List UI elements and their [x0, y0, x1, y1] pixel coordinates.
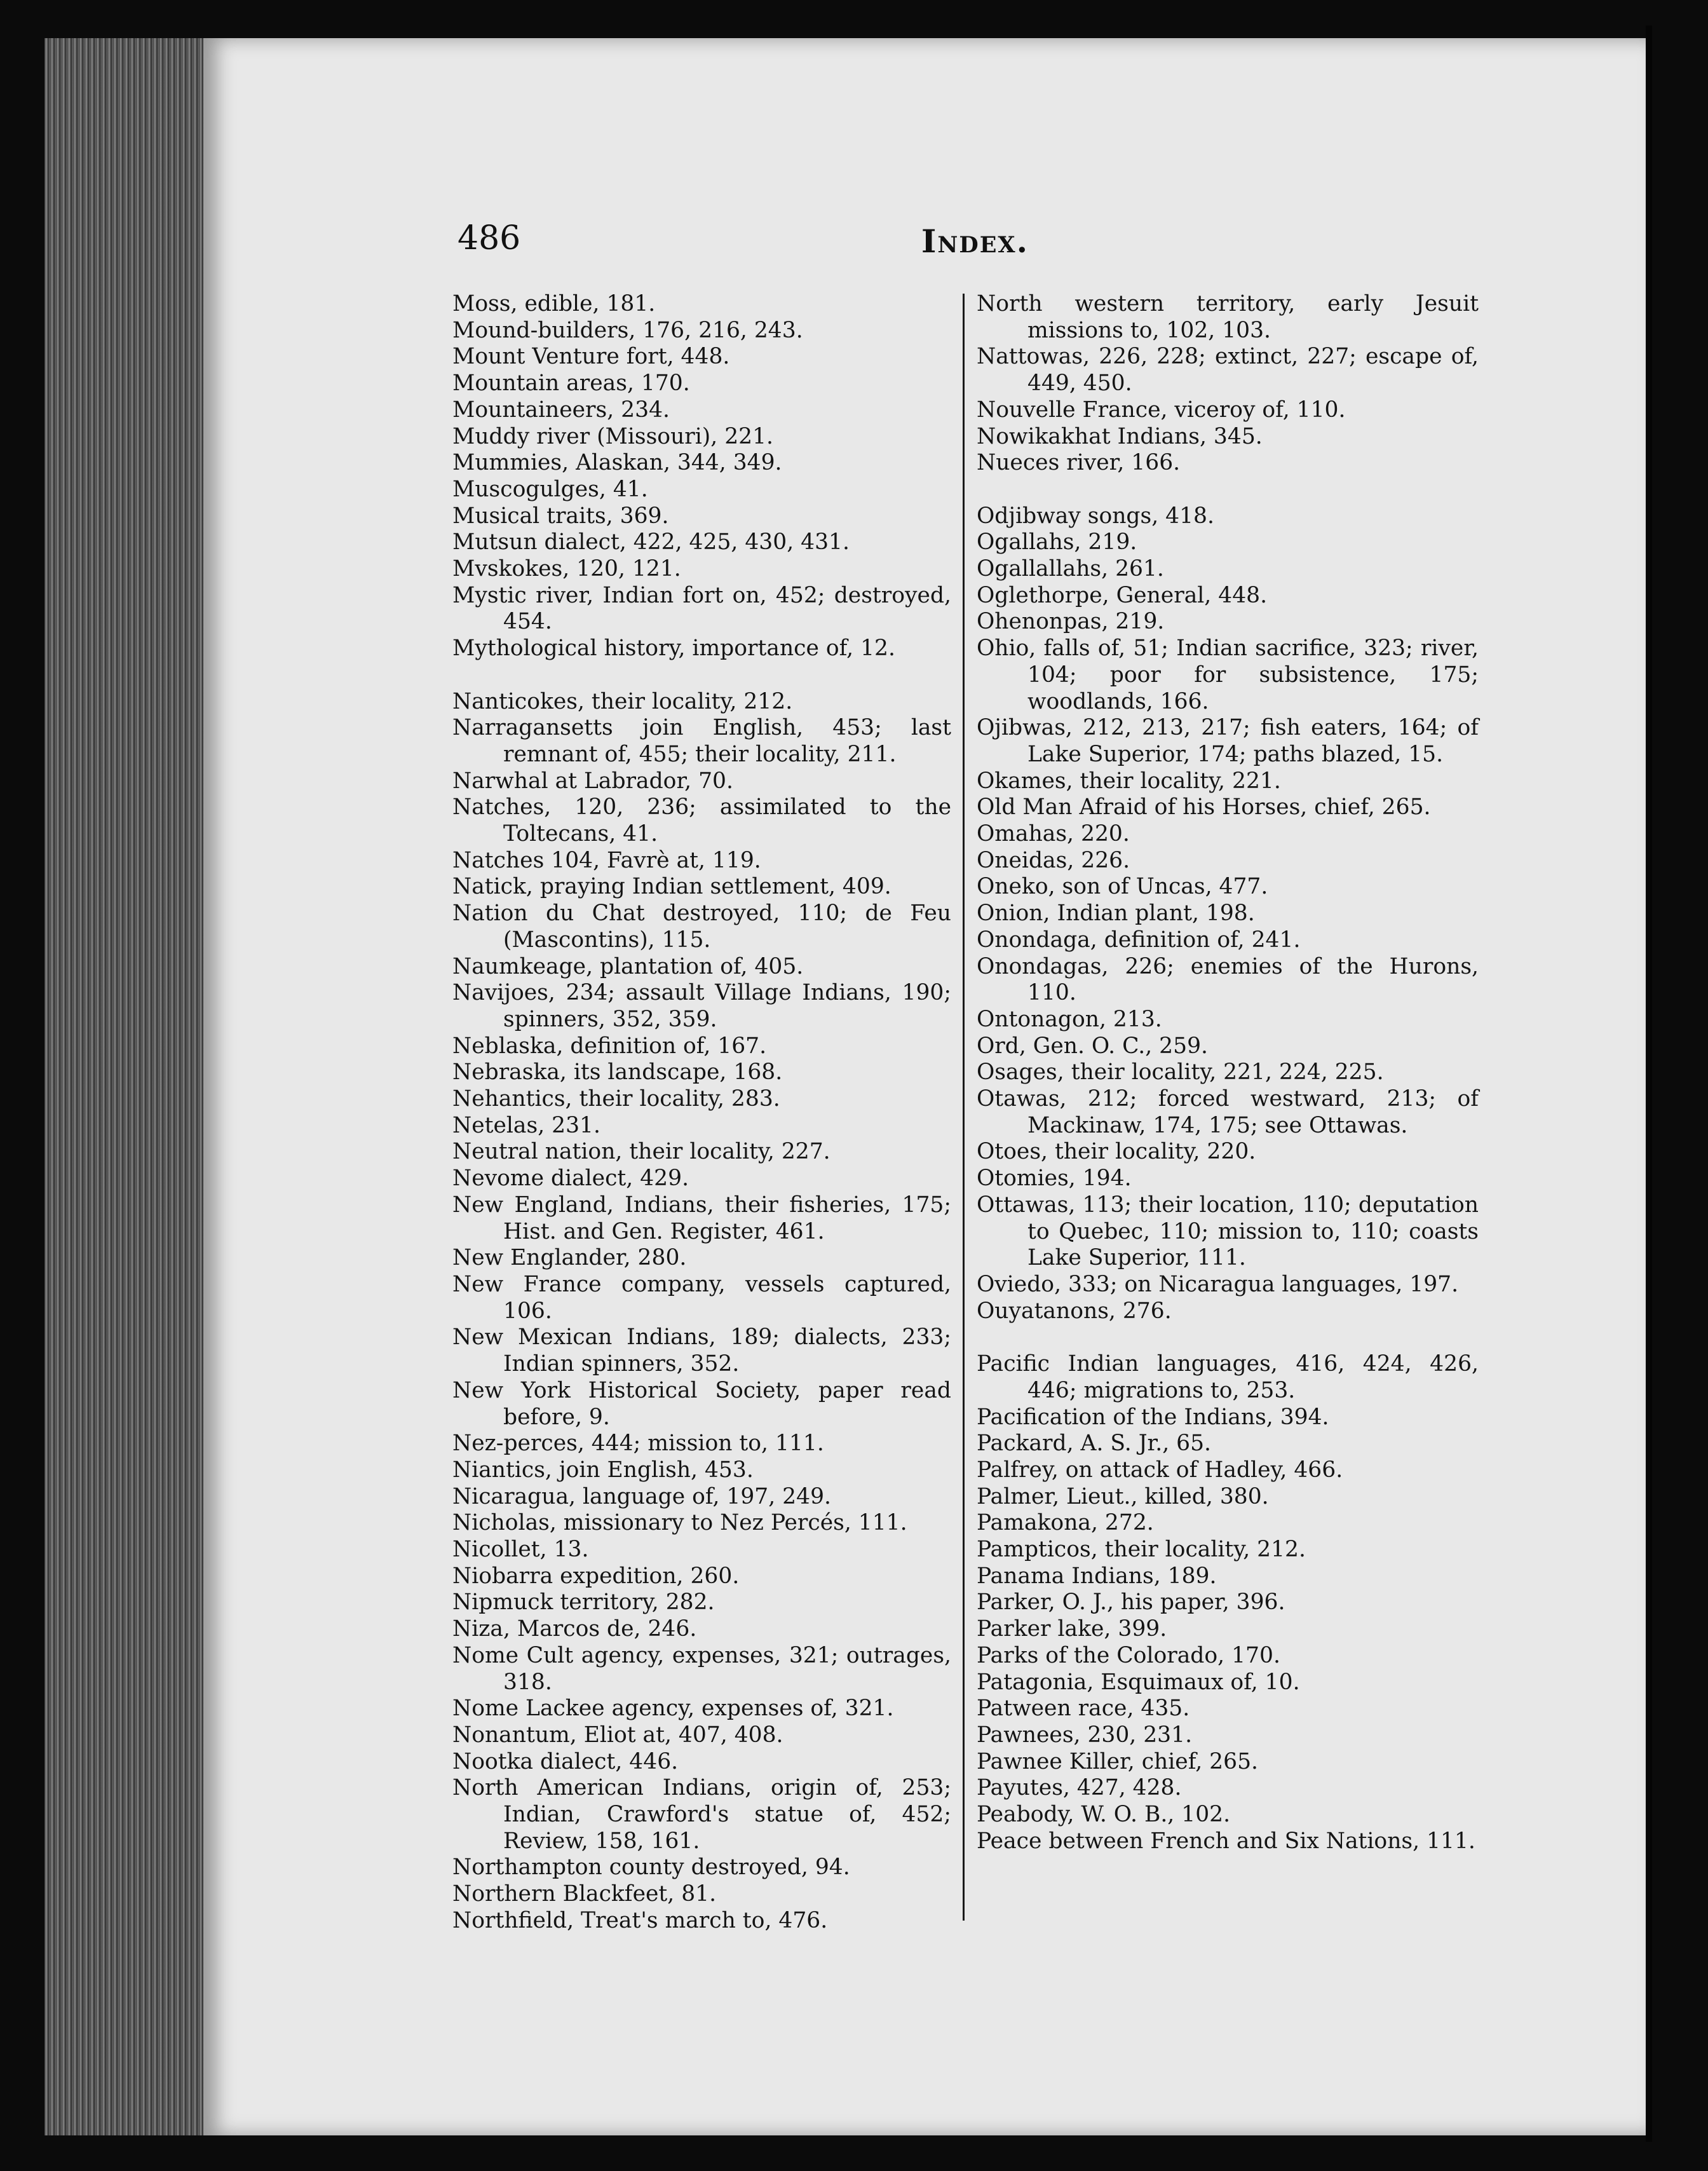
index-entry: Otoes, their locality, 220.	[977, 1139, 1256, 1165]
index-entry: Oneidas, 226.	[977, 847, 1130, 873]
index-entry: Oneko, son of Uncas, 477.	[977, 874, 1268, 900]
section-gap	[452, 662, 951, 689]
index-entry: Ord, Gen. O. C., 259.	[977, 1033, 1209, 1059]
index-entry: New France company, vessels captured, 106.	[452, 1272, 951, 1324]
index-entry: Mountain areas, 170.	[452, 371, 690, 397]
index-entry: Ohio, falls of, 51; Indian sacrifice, 323; river, 104; poor for subsistence, 175; woodlands, 166.	[977, 636, 1479, 714]
index-entry: New York Historical Society, paper read before, 9.	[452, 1377, 951, 1430]
index-entry: Nootka dialect, 446.	[452, 1748, 679, 1774]
index-entry: Nicollet, 13.	[452, 1537, 589, 1563]
index-entry: Neutral nation, their locality, 227.	[452, 1139, 830, 1165]
index-entry: Peabody, W. O. B., 102.	[977, 1802, 1231, 1828]
index-entry: Naumkeage, plantation of, 405.	[452, 953, 804, 979]
index-entry: Nevome dialect, 429.	[452, 1166, 689, 1192]
section-gap	[977, 1324, 1479, 1351]
index-entry: Natches 104, Favrè at, 119.	[452, 847, 761, 873]
gutter-shadow	[1646, 25, 1652, 2142]
index-entry: Ogallallahs, 261.	[977, 556, 1164, 582]
index-entry: Pawnee Killer, chief, 265.	[977, 1748, 1258, 1774]
index-entry: Omahas, 220.	[977, 821, 1130, 847]
index-entry: Neblaska, definition of, 167.	[452, 1033, 767, 1059]
index-entry: Ojibwas, 212, 213, 217; fish eaters, 164; of Lake Superior, 174; paths blazed, 15.	[977, 715, 1479, 767]
index-entry: Nez-perces, 444; mission to, 111.	[452, 1431, 824, 1457]
index-entry: Nome Cult agency, expenses, 321; outrages, 318.	[452, 1642, 951, 1695]
index-entry: Ottawas, 113; their location, 110; deputation to Quebec, 110; mission to, 110; coasts Lake Superior, 111.	[977, 1192, 1479, 1271]
index-entry: Nation du Chat destroyed, 110; de Feu (Mascontins), 115.	[452, 901, 951, 953]
index-column-left	[452, 291, 951, 1935]
index-entry: Muddy river (Missouri), 221.	[452, 423, 774, 449]
index-entry: Muscogulges, 41.	[452, 476, 648, 502]
index-entry: Mythological history, importance of, 12.	[452, 636, 895, 662]
index-entry: Nicaragua, language of, 197, 249.	[452, 1483, 831, 1509]
index-entry: Otomies, 194.	[977, 1166, 1132, 1192]
index-entry: Patagonia, Esquimaux of, 10.	[977, 1669, 1300, 1695]
index-entry: Otawas, 212; forced westward, 213; of Mackinaw, 174, 175; see Ottawas.	[977, 1086, 1479, 1138]
index-entry: Ontonagon, 213.	[977, 1006, 1162, 1032]
index-entry: Nome Lackee agency, expenses of, 321.	[452, 1696, 894, 1722]
index-entry: Palmer, Lieut., killed, 380.	[977, 1483, 1269, 1509]
index-entry: Pampticos, their locality, 212.	[977, 1537, 1306, 1563]
index-entry: North western territory, early Jesuit missions to, 102, 103.	[977, 291, 1479, 343]
index-entry: Parks of the Colorado, 170.	[977, 1642, 1280, 1668]
index-entry: Niantics, join English, 453.	[452, 1457, 754, 1483]
index-entry: Northampton county destroyed, 94.	[452, 1855, 850, 1881]
index-entry: Pamakona, 272.	[977, 1510, 1154, 1536]
index-entry: Moss, edible, 181.	[452, 291, 656, 316]
index-entry: Mystic river, Indian fort on, 452; destroyed, 454.	[452, 582, 951, 635]
index-entry: Nowikakhat Indians, 345.	[977, 423, 1263, 449]
book-page-edges	[44, 38, 203, 2135]
index-entry: Niobarra expedition, 260.	[452, 1563, 740, 1589]
index-entry: Mvskokes, 120, 121.	[452, 556, 681, 582]
index-entry: New Englander, 280.	[452, 1245, 687, 1271]
index-entry: Peace between French and Six Nations, 111.	[977, 1828, 1475, 1854]
index-entry: Ouyatanons, 276.	[977, 1298, 1172, 1324]
index-entry: Narwhal at Labrador, 70.	[452, 768, 733, 794]
index-entry: Parker lake, 399.	[977, 1616, 1167, 1642]
index-entry: Nonantum, Eliot at, 407, 408.	[452, 1722, 783, 1748]
index-entry: Northern Blackfeet, 81.	[452, 1881, 717, 1907]
index-entry: Mutsun dialect, 422, 425, 430, 431.	[452, 529, 850, 555]
index-entry: Mount Venture fort, 448.	[452, 344, 730, 370]
index-entry: North American Indians, origin of, 253; Indian, Crawford's statue of, 452; Review, 158, 161.	[452, 1775, 951, 1854]
index-entry: Nipmuck territory, 282.	[452, 1589, 715, 1616]
index-entry: Nueces river, 166.	[977, 450, 1181, 476]
index-entry: Okames, their locality, 221.	[977, 768, 1281, 794]
index-entry: Onion, Indian plant, 198.	[977, 901, 1255, 927]
index-entry: Musical traits, 369.	[452, 503, 669, 529]
index-entry: Panama Indians, 189.	[977, 1563, 1217, 1589]
index-entry: Pacification of the Indians, 394.	[977, 1404, 1329, 1430]
index-entry: Pacific Indian languages, 416, 424, 426, 446; migrations to, 253.	[977, 1351, 1479, 1403]
index-entry: Ohenonpas, 219.	[977, 609, 1165, 635]
index-entry: Natches, 120, 236; assimilated to the Toltecans, 41.	[452, 794, 951, 847]
index-entry: Narragansetts join English, 453; last remnant of, 455; their locality, 211.	[452, 715, 951, 767]
index-entry: Onondaga, definition of, 241.	[977, 927, 1301, 953]
index-entry: Mountaineers, 234.	[452, 397, 670, 423]
index-entry: Ogallahs, 219.	[977, 529, 1137, 555]
index-entry: Natick, praying Indian settlement, 409.	[452, 874, 891, 900]
index-entry: Mummies, Alaskan, 344, 349.	[452, 450, 782, 476]
section-gap	[977, 477, 1479, 503]
index-entry: Nanticokes, their locality, 212.	[452, 688, 793, 714]
running-head-title: Index.	[921, 222, 1029, 260]
index-entry: Nicholas, missionary to Nez Percés, 111.	[452, 1510, 907, 1536]
index-entry: Mound-builders, 176, 216, 243.	[452, 317, 803, 343]
index-entry: Nebraska, its landscape, 168.	[452, 1059, 783, 1086]
index-entry: Patween race, 435.	[977, 1696, 1190, 1722]
index-column-right	[977, 291, 1479, 1855]
index-entry: Nattowas, 226, 228; extinct, 227; escape of, 449, 450.	[977, 344, 1479, 397]
column-divider	[963, 294, 965, 1921]
index-entry: Navijoes, 234; assault Village Indians, 190; spinners, 352, 359.	[452, 980, 951, 1032]
page-number: 486	[458, 219, 521, 257]
index-entry: Palfrey, on attack of Hadley, 466.	[977, 1457, 1343, 1483]
index-entry: Northfield, Treat's march to, 476.	[452, 1907, 828, 1933]
index-entry: Oglethorpe, General, 448.	[977, 582, 1268, 608]
index-entry: New England, Indians, their fisheries, 175; Hist. and Gen. Register, 461.	[452, 1192, 951, 1244]
index-entry: Nouvelle France, viceroy of, 110.	[977, 397, 1346, 423]
index-entry: Oviedo, 333; on Nicaragua languages, 197.	[977, 1272, 1459, 1297]
index-entry: Niza, Marcos de, 246.	[452, 1616, 697, 1642]
index-entry: Payutes, 427, 428.	[977, 1775, 1182, 1801]
index-entry: Netelas, 231.	[452, 1112, 600, 1138]
index-entry: Old Man Afraid of his Horses, chief, 265.	[977, 794, 1431, 820]
index-entry: Packard, A. S. Jr., 65.	[977, 1431, 1212, 1457]
index-entry: Odjibway songs, 418.	[977, 503, 1214, 529]
index-entry: New Mexican Indians, 189; dialects, 233; Indian spinners, 352.	[452, 1324, 951, 1377]
index-entry: Parker, O. J., his paper, 396.	[977, 1589, 1285, 1616]
index-entry: Onondagas, 226; enemies of the Hurons, 110.	[977, 953, 1479, 1006]
index-entry: Pawnees, 230, 231.	[977, 1722, 1193, 1748]
index-entry: Osages, their locality, 221, 224, 225.	[977, 1059, 1384, 1086]
index-entry: Nehantics, their locality, 283.	[452, 1086, 780, 1112]
